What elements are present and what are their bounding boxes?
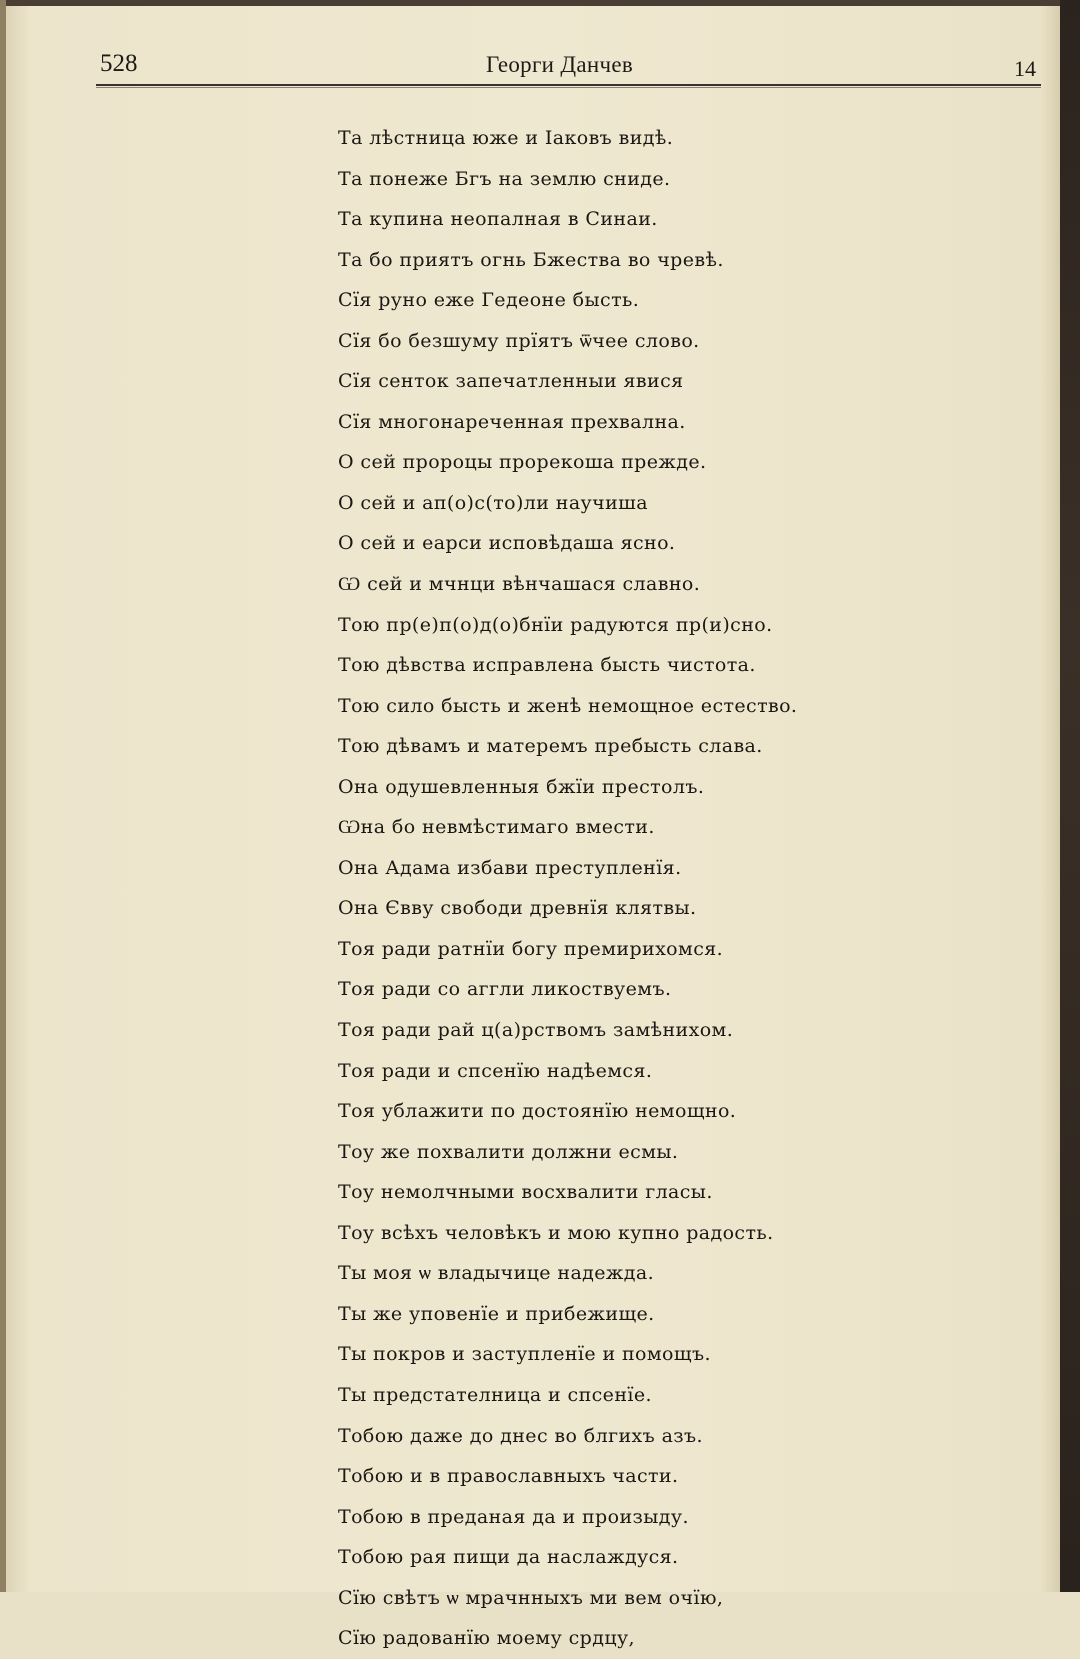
verse-line: Тою пр(е)п(о)д(о)бнїи радуются пр(и)сно. <box>338 613 773 636</box>
sheet-number: 14 <box>1014 56 1036 81</box>
verse-line: Тоя ради ратнїи богу премирихомся. <box>338 937 724 960</box>
page-number: 528 <box>100 50 138 77</box>
verse-line: Тоя ради рай ц(а)рствомъ замѣнихом. <box>338 1019 734 1042</box>
verse-line: Сїя руно еже Гедеоне бысть. <box>338 289 640 312</box>
verse-line: Ты же уповенїе и прибежище. <box>338 1302 655 1325</box>
verse-line: Тобою даже до днес во блгихъ азъ. <box>338 1424 703 1447</box>
verse-line: Тоя ради и спсенїю надѣемся. <box>338 1059 653 1082</box>
header-rule-thin <box>96 87 1041 88</box>
verse-line: Ѡ сей и мчнци вѣнчашася славно. <box>338 573 701 596</box>
verse-line: Та лѣстница юже и Іаковъ видѣ. <box>338 127 674 149</box>
verse-line: Тоя ради со аггли ликоствуемъ. <box>338 978 672 1001</box>
page-left-edge <box>0 0 6 1592</box>
running-title: Георги Данчев <box>486 52 633 77</box>
verse-line: Сїя бо безшуму прїятъ ѿчее слово. <box>338 329 700 352</box>
verse-line: О сей и еарси исповѣдаша ясно. <box>338 532 676 555</box>
verse-line: Ты моя ѡ владычице надежда. <box>338 1262 655 1285</box>
page-header <box>96 46 1046 86</box>
verse-line: Та понеже Бгъ на землю сниде. <box>338 167 671 190</box>
verse-line: Сїю радованїю моему срдцу, <box>338 1627 635 1650</box>
verse-line: Сїя сенток запечатленныи явися <box>338 370 684 393</box>
verse-line: Ѡна бо невмѣстимаго вмести. <box>338 816 655 839</box>
verse-line: Тобою рая пищи да наслаждуся. <box>338 1546 679 1569</box>
verse-line: Та купина неопалная в Синаи. <box>338 208 658 231</box>
verse-line: Тоу же похвалити должни есмы. <box>338 1140 679 1163</box>
verse-line: Тою сило бысть и женѣ немощное естество. <box>338 694 798 717</box>
verse-line: Она одушевленныя бжїи престолъ. <box>338 775 705 798</box>
verse-line: О сей и ап(о)с(то)ли научиша <box>338 491 648 514</box>
verse-line: Тоу немолчными восхвалити гласы. <box>338 1181 713 1204</box>
verse-line: Она Євву свободи древнїя клятвы. <box>338 897 697 920</box>
header-rule <box>96 84 1041 86</box>
verse-text <box>338 118 1028 1659</box>
verse-line: Тоу всѣхъ человѣкъ и мою купно радость. <box>338 1221 774 1244</box>
verse-line: Тою дѣвства исправлена бысть чистота. <box>338 654 756 677</box>
verse-line: Та бо приятъ огнь Бжества во чревѣ. <box>338 248 724 271</box>
page-top-edge <box>0 0 1080 6</box>
verse-line: О сей пророцы прорекоша прежде. <box>338 451 707 474</box>
verse-line: Она Адама избави преступленїя. <box>338 856 682 879</box>
verse-line: Ты покров и заступленїе и помощъ. <box>338 1343 711 1366</box>
verse-line: Сїя многонареченная прехвална. <box>338 410 686 433</box>
verse-line: Ты предстателница и спсенїе. <box>338 1383 652 1406</box>
verse-line: Тобою в преданая да и произыду. <box>338 1505 689 1528</box>
verse-line: Тоя ублажити по достоянїю немощно. <box>338 1100 737 1123</box>
verse-line: Сїю свѣтъ ѡ мрачнныхъ ми вем очїю, <box>338 1586 724 1609</box>
verse-line: Тою дѣвамъ и матеремъ пребысть слава. <box>338 735 763 758</box>
binding-edge <box>1060 0 1080 1592</box>
verse-line: Тобою и в православныхъ части. <box>338 1465 679 1488</box>
